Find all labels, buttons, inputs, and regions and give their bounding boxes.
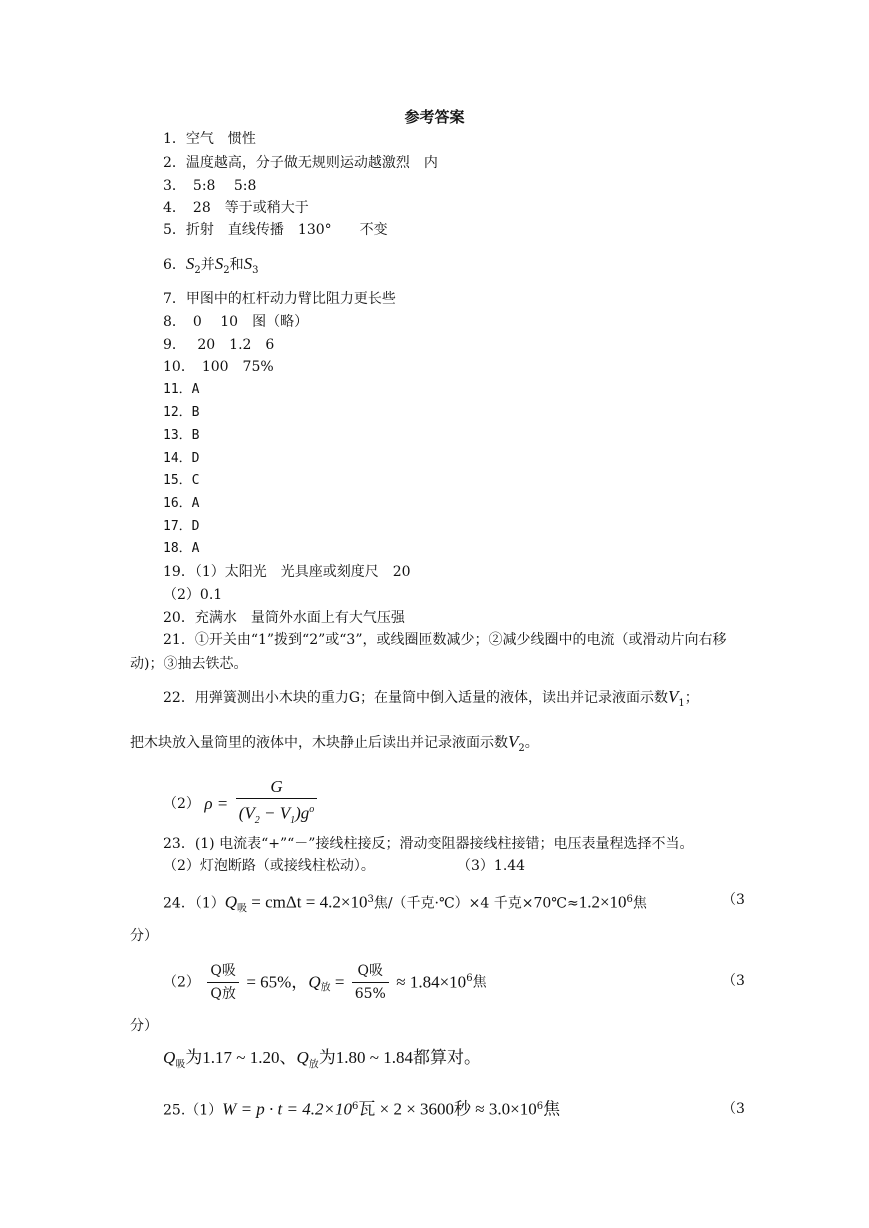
- efficiency-value: = 65%，: [246, 972, 309, 992]
- answer-23-3: （3）1.44: [457, 858, 526, 874]
- fraction-numerator: Q吸: [207, 960, 238, 983]
- answer-20: 20．充满水 量筒外水面上有大气压强: [163, 610, 405, 626]
- heat-symbol: Q: [224, 892, 238, 912]
- released-heat-fraction: [352, 960, 389, 1005]
- superscript: 6: [536, 1101, 544, 1112]
- density-formula: ρ =: [204, 794, 229, 814]
- result-value: 1.2×10: [578, 892, 627, 912]
- density-fraction: [236, 776, 318, 832]
- note-text: 为1.80 ~ 1.84都算对。: [318, 1048, 481, 1067]
- result-value: ≈ 1.84×10: [396, 972, 467, 992]
- superscript: 6: [351, 1101, 359, 1112]
- score-note: 分）: [130, 1018, 158, 1034]
- switch-symbol: S: [243, 254, 253, 273]
- answer-25-1: [163, 1098, 560, 1120]
- answer-2: 2．温度越高，分子做无规则运动越激烈 内: [163, 155, 438, 171]
- volume-symbol: V: [508, 732, 519, 751]
- den-part: )g: [295, 803, 310, 823]
- subscript: 吸: [175, 1059, 186, 1071]
- conjunction: 并: [200, 257, 215, 273]
- note-text: 为1.17 ~ 1.20、: [185, 1048, 297, 1067]
- part-label: （2）: [163, 796, 200, 813]
- answer-24-1: [163, 891, 647, 918]
- superscript: o: [309, 804, 315, 815]
- heat-symbol: Q: [296, 1048, 309, 1067]
- punctuation: 。: [524, 735, 539, 751]
- subscript: 2: [518, 742, 525, 754]
- answer-18: 18．A: [163, 541, 200, 556]
- subscript: 1: [678, 697, 685, 709]
- answer-1: 1．空气 惯性: [163, 131, 256, 147]
- equals: =: [330, 972, 349, 992]
- heat-equation: = cmΔt = 4.2×10: [247, 892, 368, 912]
- answer-19-2: （2）0.1: [163, 587, 223, 603]
- subscript: 放: [308, 1059, 319, 1071]
- work-equation: W = p · t = 4.2×10: [222, 1099, 352, 1119]
- answer-22-line1: [163, 688, 699, 713]
- answer-24-2: [163, 960, 487, 1005]
- answer-22-text: 22．用弹簧测出小木块的重力G；在量筒中倒入适量的液体，读出并记录液面示数: [163, 690, 668, 706]
- answer-10: 10． 100 75%: [163, 359, 274, 375]
- part-label: 24．（1）: [163, 895, 225, 912]
- answer-11: 11．A: [163, 382, 200, 397]
- superscript: 6: [466, 972, 473, 984]
- unit-joule: 焦: [472, 974, 487, 991]
- switch-symbol: S: [185, 254, 195, 273]
- answer-14: 14．D: [163, 451, 200, 466]
- score-note: （3: [722, 973, 745, 989]
- answer-6: [163, 255, 259, 280]
- answer-21: 21．①开关由“1”拨到“2”或“3”，或线圈匝数减少；②减少线圈中的电流（或滑动片向右移动)；③抽去铁芯。: [130, 632, 727, 672]
- units: 焦/（千克·℃）×4 千克×70℃≈: [373, 895, 579, 912]
- fraction-numerator: G: [236, 776, 318, 799]
- switch-symbol: S: [214, 254, 224, 273]
- fraction-numerator: Q吸: [352, 960, 389, 983]
- answer-24-note: [163, 1049, 481, 1074]
- unit-joule: 焦: [543, 1099, 561, 1119]
- answer-3: 3． 5:8 5:8: [163, 178, 257, 194]
- answer-4: 4． 28 等于或稍大于: [163, 200, 309, 216]
- answer-19-1: 19．（1）太阳光 光具座或刻度尺 20: [163, 564, 411, 580]
- den-part: (V: [238, 803, 255, 823]
- score-note: 分）: [130, 928, 158, 944]
- volume-symbol: V: [668, 687, 679, 706]
- subscript: 2: [223, 264, 230, 276]
- answer-9: 9． 20 1.2 6: [163, 337, 275, 353]
- fraction-denominator: [236, 799, 318, 832]
- answer-23-1: 23．(1) 电流表“+”“－”接线柱接反；滑动变阻器接线柱接错；电压表量程选择不当。: [163, 836, 694, 852]
- den-part: − V: [259, 803, 291, 823]
- answer-22-formula: [163, 776, 320, 832]
- subscript: 3: [252, 264, 259, 276]
- answer-15: 15．C: [163, 473, 200, 488]
- page-title: 参考答案: [404, 108, 465, 126]
- answer-8: 8． 0 10 图（略）: [163, 314, 309, 330]
- subscript: 吸: [237, 903, 248, 915]
- answer-12: 12．B: [163, 405, 200, 420]
- answer-23-2: （2）灯泡断路（或接线柱松动）。: [163, 858, 375, 874]
- superscript: 6: [626, 894, 633, 905]
- score-note: （3: [722, 1101, 745, 1117]
- subscript: 2: [194, 264, 201, 276]
- efficiency-fraction: [207, 960, 238, 1005]
- punctuation: ；: [684, 690, 699, 706]
- subscript: 放: [320, 982, 331, 994]
- answer-22-text: 把木块放入量筒里的液体中，木块静止后读出并记录液面示数: [130, 735, 508, 751]
- conjunction: 和: [229, 257, 244, 273]
- heat-symbol: Q: [163, 1048, 176, 1067]
- unit-joule: 焦: [632, 895, 647, 912]
- superscript: 3: [367, 894, 374, 905]
- answer-5: 5．折射 直线传播 130° 不变: [163, 222, 388, 238]
- answer-6-number: 6．: [163, 257, 186, 273]
- answer-7: 7．甲图中的杠杆动力臂比阻力更长些: [163, 291, 396, 307]
- answer-16: 16．A: [163, 496, 200, 511]
- answer-22-line2: [130, 733, 539, 758]
- work-calculation: 瓦 × 2 × 3600秒 ≈ 3.0×10: [358, 1099, 537, 1119]
- score-note: （3: [722, 892, 745, 908]
- answer-17: 17．D: [163, 519, 200, 534]
- subscript: 1: [290, 815, 296, 827]
- answer-13: 13．B: [163, 428, 200, 443]
- heat-symbol: Q: [308, 972, 321, 992]
- part-label: （2）: [163, 974, 200, 991]
- fraction-denominator: 65%: [354, 986, 386, 1002]
- part-label: 25.（1）: [163, 1102, 223, 1119]
- fraction-denominator: Q放: [210, 986, 236, 1002]
- subscript: 2: [254, 815, 260, 827]
